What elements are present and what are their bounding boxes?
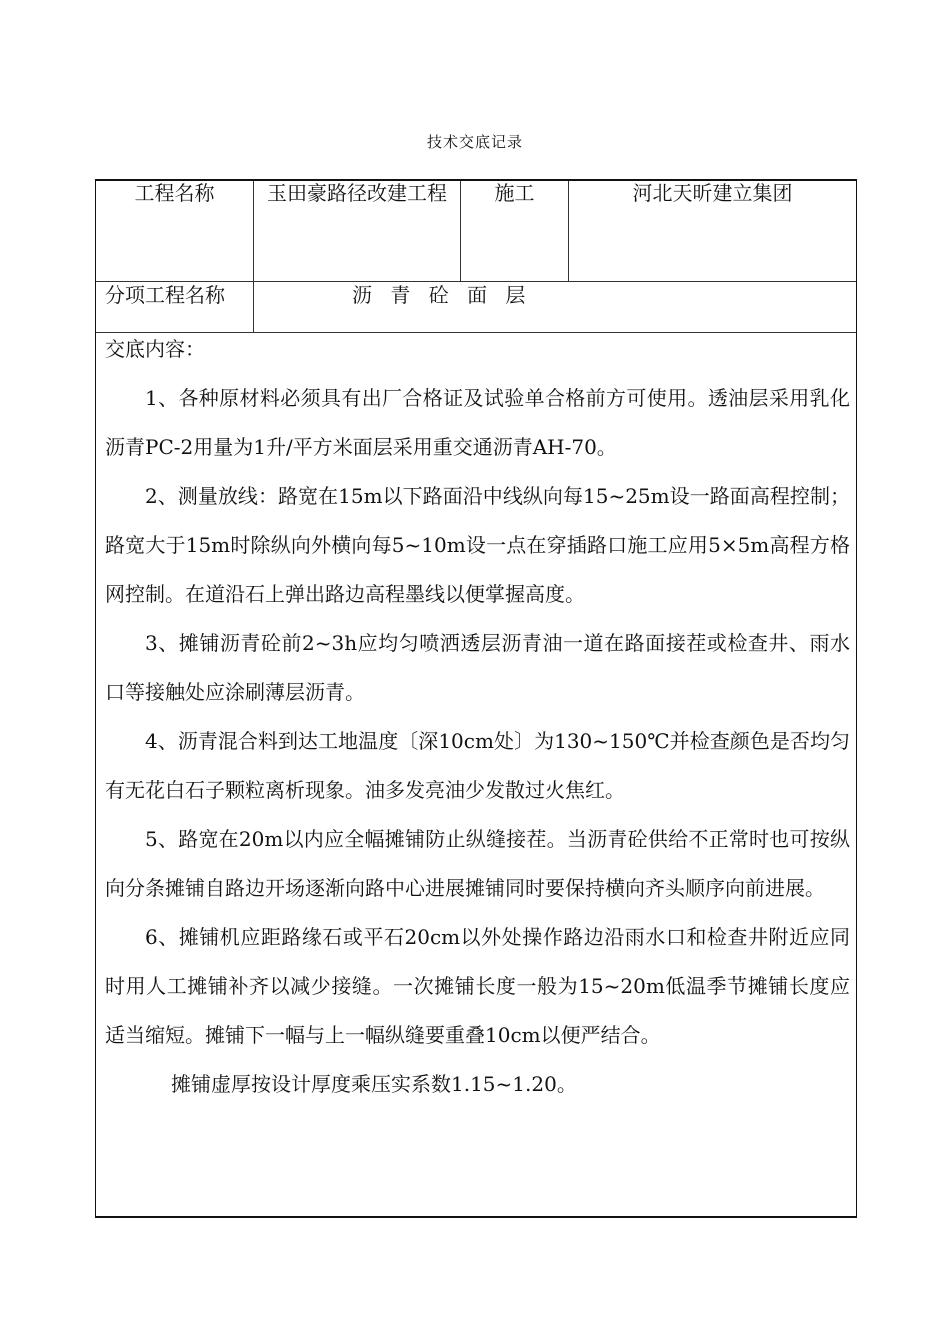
project-name-label: 工程名称 bbox=[134, 181, 215, 205]
content-paragraph-1: 1、各种原材料必须具有出厂合格证及试验单合格前方可使用。透油层采用乳化沥青PC-2用量为1升/平方米面层采用重交通沥青AH-70。 bbox=[105, 386, 850, 459]
col-divider-1 bbox=[253, 181, 254, 332]
disclosure-content bbox=[105, 325, 850, 1109]
content-paragraph-4: 4、沥青混合料到达工地温度〔深10cm处〕为130~150℃并检查颜色是否均匀有无花白石子颗粒离析现象。油多发亮油少发散过火焦红。 bbox=[105, 729, 850, 802]
content-paragraph-2: 2、测量放线：路宽在15m以下路面沿中线纵向每15~25m设一路面高程控制；路宽大于15m时除纵向外横向每5~10m设一点在穿插路口施工应用5×5m高程方格网控制。在道沿石上弹出路边高程墨线以便掌握高度。 bbox=[105, 484, 850, 606]
subproject-value: 沥 青 砼 面 层 bbox=[352, 283, 532, 307]
construction-label: 施工 bbox=[494, 181, 535, 205]
content-paragraph-5: 5、路宽在20m以内应全幅摊铺防止纵缝接茬。当沥青砼供给不正常时也可按纵向分条摊铺自路边开场逐渐向路中心进展摊铺同时要保持横向齐头顺序向前进展。 bbox=[105, 827, 850, 900]
content-paragraph-7: 摊铺虚厚按设计厚度乘压实系数1.15~1.20。 bbox=[171, 1072, 577, 1096]
document-title: 技术交底记录 bbox=[426, 133, 523, 151]
project-name-value: 玉田豪路径改建工程 bbox=[267, 181, 447, 205]
content-heading: 交底内容： bbox=[105, 337, 205, 361]
content-paragraph-6: 6、摊铺机应距路缘石或平石20cm以外处操作路边沿雨水口和检查井附近应同时用人工摊铺补齐以减少接缝。一次摊铺长度一般为15~20m低温季节摊铺长度应适当缩短。摊铺下一幅与上一幅纵缝要重叠10cm以便严结合。 bbox=[105, 925, 850, 1047]
subproject-label: 分项工程名称 bbox=[105, 283, 225, 307]
content-paragraph-3: 3、摊铺沥青砼前2~3h应均匀喷洒透层沥青油一道在路面接茬或检查井、雨水口等接触处应涂刷薄层沥青。 bbox=[105, 631, 850, 704]
construction-value: 河北天昕建立集团 bbox=[632, 181, 793, 205]
